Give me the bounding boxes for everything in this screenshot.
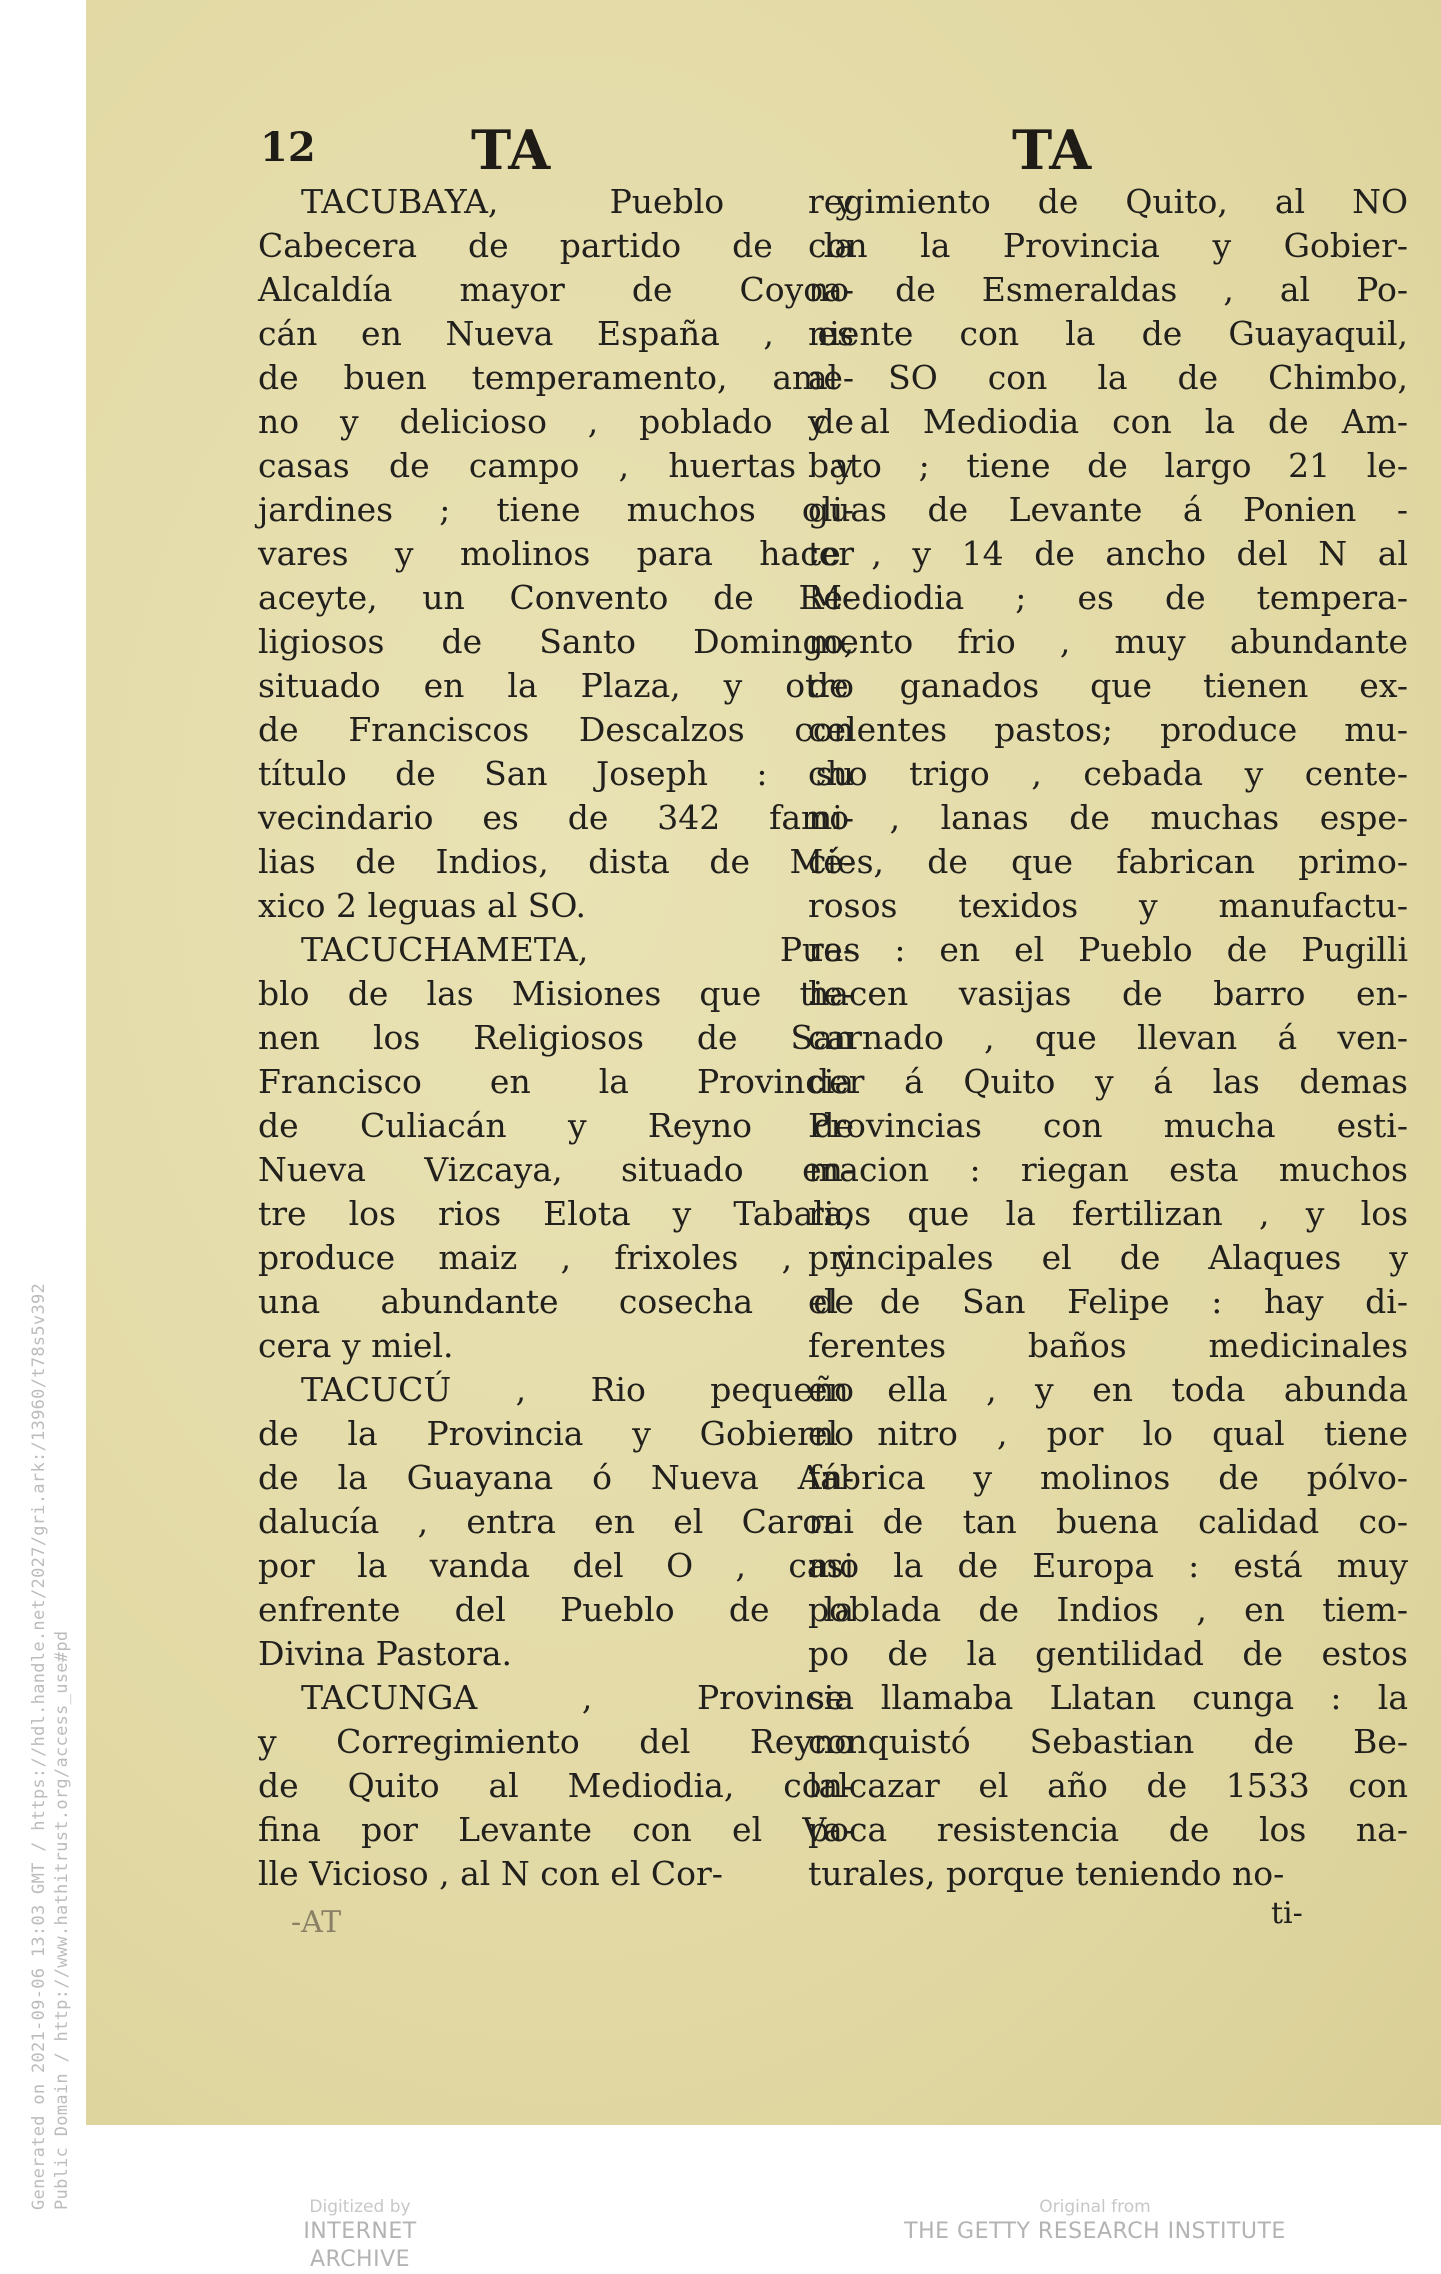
text-line: cera y miel. — [258, 1326, 454, 1365]
text-line: guas de Levante á Ponien - — [808, 490, 1408, 529]
text-line: Mediodia ; es de tempera- — [808, 578, 1408, 617]
text-line: nen los Religiosos de San — [258, 1018, 854, 1057]
text-line: cán en Nueva España , es — [258, 314, 854, 353]
text-line: no de Esmeraldas , al Po- — [808, 270, 1408, 309]
text-line: regimiento de Quito, al NO — [808, 182, 1408, 221]
text-line: y al Mediodia con la de Am- — [808, 402, 1408, 441]
text-line: el nitro , por lo qual tiene — [808, 1414, 1408, 1453]
text-line: turales, porque teniendo no- — [808, 1854, 1285, 1893]
text-line: situado en la Plaza, y otro — [258, 666, 854, 705]
page-number: 12 — [260, 124, 316, 171]
running-head-left: TA — [471, 118, 551, 182]
original-from-credit — [880, 2196, 1310, 2246]
text-line: principales el de Alaques y — [808, 1238, 1408, 1277]
generated-stamp-text — [28, 1283, 74, 2210]
text-line: Nueva Vizcaya, situado en- — [258, 1150, 854, 1189]
text-line: vecindario es de 342 fami- — [258, 798, 854, 837]
stamp-line-2: Public Domain / http://www.hathitrust.org/access_use#pd — [52, 1630, 72, 2210]
text-line: poblada de Indios , en tiem- — [808, 1590, 1408, 1629]
text-line: TACUBAYA, Pueblo y — [301, 182, 854, 221]
text-line: mento frio , muy abundante — [808, 622, 1408, 661]
original-from-label: Original from — [1039, 2197, 1151, 2217]
text-line: TACUCÚ , Rio pequeño — [301, 1370, 854, 1409]
getty-institute-label: THE GETTY RESEARCH INSTITUTE — [904, 2219, 1286, 2244]
text-line: TACUNGA , Provincia — [301, 1678, 854, 1717]
text-line: Francisco en la Provincia — [258, 1062, 854, 1101]
text-line: ra de tan buena calidad co- — [808, 1502, 1408, 1541]
text-line: bato ; tiene de largo 21 le- — [808, 446, 1408, 485]
text-line: de Culiacán y Reyno de — [258, 1106, 854, 1145]
text-line: aceyte, un Convento de Re- — [258, 578, 854, 617]
text-line: de Quito al Mediodia, con- — [258, 1766, 854, 1805]
right-text-column — [808, 180, 1408, 1896]
text-line: de la Guayana ó Nueva An- — [258, 1458, 854, 1497]
text-line: con la Provincia y Gobier- — [808, 226, 1408, 265]
text-line: Divina Pastora. — [258, 1634, 513, 1673]
text-line: fina por Levante con el Va- — [258, 1810, 854, 1849]
text-line: TACUCHAMETA, Pue- — [301, 930, 854, 969]
text-line: Cabecera de partido de la — [258, 226, 854, 265]
text-line: der á Quito y á las demas — [808, 1062, 1408, 1101]
digitized-by-label: Digitized by — [309, 2197, 411, 2217]
text-line: no y delicioso , poblado de — [258, 402, 854, 441]
text-line: se llamaba Llatan cunga : la — [808, 1678, 1408, 1717]
text-line: lias de Indios, dista de Mé- — [258, 842, 854, 881]
internet-archive-label: INTERNET ARCHIVE — [303, 2219, 417, 2272]
text-line: ligiosos de Santo Domingo, — [258, 622, 854, 661]
text-line: niente con la de Guayaquil, — [808, 314, 1408, 353]
text-line: cho trigo , cebada y cente- — [808, 754, 1408, 793]
hathitrust-margin-stamp — [2, 0, 72, 2255]
text-line: no , lanas de muchas espe- — [808, 798, 1408, 837]
text-line: Alcaldía mayor de Coyoa- — [258, 270, 854, 309]
text-line: una abundante cosecha de — [258, 1282, 854, 1321]
digitized-by-credit — [250, 2196, 470, 2274]
text-line: poca resistencia de los na- — [808, 1810, 1408, 1849]
text-line: el de San Felipe : hay di- — [808, 1282, 1408, 1321]
text-line: hacen vasijas de barro en- — [808, 974, 1408, 1013]
text-line: celentes pastos; produce mu- — [808, 710, 1408, 749]
text-line: macion : riegan esta muchos — [808, 1150, 1408, 1189]
text-line: xico 2 leguas al SO. — [258, 886, 586, 925]
text-line: carnado , que llevan á ven- — [808, 1018, 1408, 1057]
text-line: casas de campo , huertas y — [258, 446, 854, 485]
text-line: al SO con la de Chimbo, — [808, 358, 1408, 397]
text-line: enfrente del Pueblo de la — [258, 1590, 854, 1629]
text-line: mo la de Europa : está muy — [808, 1546, 1408, 1585]
text-line: ras : en el Pueblo de Pugilli — [808, 930, 1408, 969]
text-line: título de San Joseph : su — [258, 754, 854, 793]
stamp-line-1: Generated on 2021-09-06 13:03 GMT / https://hdl.handle.net/2027/gri.ark:/13960/t78s5v392 — [29, 1282, 49, 2210]
text-line: de buen temperamento, ame- — [258, 358, 854, 397]
text-line: fábrica y molinos de pólvo- — [808, 1458, 1408, 1497]
text-line: conquistó Sebastian de Be- — [808, 1722, 1408, 1761]
page-header — [86, 118, 1441, 188]
text-line: blo de las Misiones que tie- — [258, 974, 854, 1013]
right-catchword: ti- — [1271, 1896, 1303, 1931]
text-line: de ganados que tienen ex- — [808, 666, 1408, 705]
text-line: tre los rios Elota y Tabala, — [258, 1194, 854, 1233]
text-line: de la Provincia y Gobierno — [258, 1414, 854, 1453]
text-line: ferentes baños medicinales — [808, 1326, 1408, 1365]
running-head-right: TA — [1012, 118, 1092, 182]
text-line: lalcazar el año de 1533 con — [808, 1766, 1408, 1805]
left-catchword: -AT — [291, 1905, 342, 1940]
text-line: dalucía , entra en el Caroni — [258, 1502, 854, 1541]
text-line: rosos texidos y manufactu- — [808, 886, 1408, 925]
text-line: te , y 14 de ancho del N al — [808, 534, 1408, 573]
scanned-page — [86, 0, 1441, 2125]
text-line: rios que la fertilizan , y los — [808, 1194, 1408, 1233]
text-line: Provincias con mucha esti- — [808, 1106, 1408, 1145]
text-line: de Franciscos Descalzos con — [258, 710, 854, 749]
text-line: po de la gentilidad de estos — [808, 1634, 1408, 1673]
left-text-column — [258, 180, 854, 1896]
text-line: en ella , y en toda abunda — [808, 1370, 1408, 1409]
text-line: produce maiz , frixoles , y — [258, 1238, 854, 1277]
text-line: jardines ; tiene muchos oli- — [258, 490, 854, 529]
text-line: por la vanda del O , casi — [258, 1546, 854, 1585]
text-line: cies, de que fabrican primo- — [808, 842, 1408, 881]
text-line: vares y molinos para hacer — [258, 534, 854, 573]
text-line: y Corregimiento del Reyno — [258, 1722, 854, 1761]
text-line: lle Vicioso , al N con el Cor- — [258, 1854, 723, 1893]
